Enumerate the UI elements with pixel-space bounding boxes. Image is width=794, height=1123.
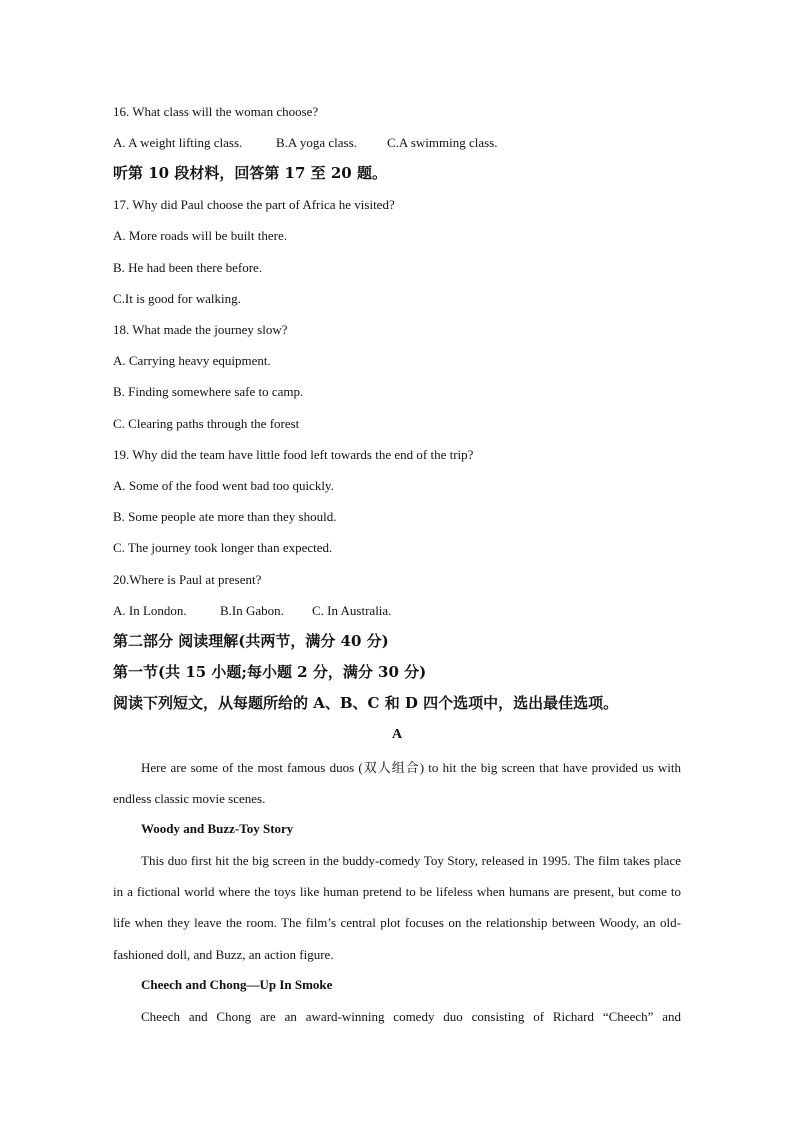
question-19-option-b: B. Some people ate more than they should.: [113, 509, 337, 524]
option-c: C.A swimming class.: [387, 135, 498, 150]
option-b: B.A yoga class.: [276, 135, 357, 150]
up-in-smoke-paragraph: Cheech and Chong are an award-winning comedy duo consisting of Richard “Cheech” and: [141, 1009, 681, 1024]
subheading-up-in-smoke: Cheech and Chong—Up In Smoke: [141, 977, 333, 992]
toy-story-paragraph: This duo first hit the big screen in the buddy-comedy Toy Story, released in 1995. The film takes place in a fictional world where the toys like human pretend to be lifeless when humans are present, but come to life when they leave the room. The film’s central plot focuses on the relationship between Woody, an old-fashioned doll, and Buzz, an action figure.: [113, 853, 681, 962]
question-20-options: [113, 602, 391, 620]
question-18: 18. What made the journey slow?: [113, 322, 288, 337]
question-17-option-b: B. He had been there before.: [113, 260, 263, 275]
reading-instruction: 阅读下列短文，从每题所给的 A、B、C 和 D 四个选项中，选出最佳选项。: [113, 694, 619, 712]
up-in-smoke-paragraph-block: [113, 1001, 681, 1032]
question-16: 16. What class will the woman choose?: [113, 104, 319, 119]
question-16-options: [113, 134, 498, 152]
intro-paragraph: Here are some of the most famous duos (双人组合) to hit the big screen that have provided us with endless classic movie scenes.: [113, 760, 681, 807]
question-18-option-a: A. Carrying heavy equipment.: [113, 353, 271, 368]
question-17-option-a: A. More roads will be built there.: [113, 228, 288, 243]
section-1-heading: 第一节(共 15 小题;每小题 2 分，满分 30 分): [113, 663, 427, 681]
question-18-option-c: C. Clearing paths through the forest: [113, 416, 300, 431]
question-20: 20.Where is Paul at present?: [113, 572, 262, 587]
question-17: 17. Why did Paul choose the part of Africa he visited?: [113, 197, 395, 212]
passage-intro: [113, 752, 681, 814]
question-19: 19. Why did the team have little food left towards the end of the trip?: [113, 447, 474, 462]
option-b: B.In Gabon.: [220, 603, 284, 618]
question-17-option-c: C.It is good for walking.: [113, 291, 241, 306]
passage-label: A: [391, 727, 403, 742]
option-c: C. In Australia.: [312, 603, 392, 618]
question-18-option-b: B. Finding somewhere safe to camp.: [113, 384, 304, 399]
toy-story-paragraph-block: [113, 845, 681, 970]
option-a: A. In London.: [113, 603, 187, 618]
question-19-option-a: A. Some of the food went bad too quickly.: [113, 478, 334, 493]
part-2-title: 第二部分 阅读理解(共两节，满分 40 分): [113, 632, 389, 650]
section-10-heading: 听第 10 段材料，回答第 17 至 20 题。: [113, 164, 387, 182]
question-19-option-c: C. The journey took longer than expected.: [113, 540, 333, 555]
option-a: A. A weight lifting class.: [113, 135, 243, 150]
subheading-toy-story: Woody and Buzz-Toy Story: [141, 821, 294, 836]
